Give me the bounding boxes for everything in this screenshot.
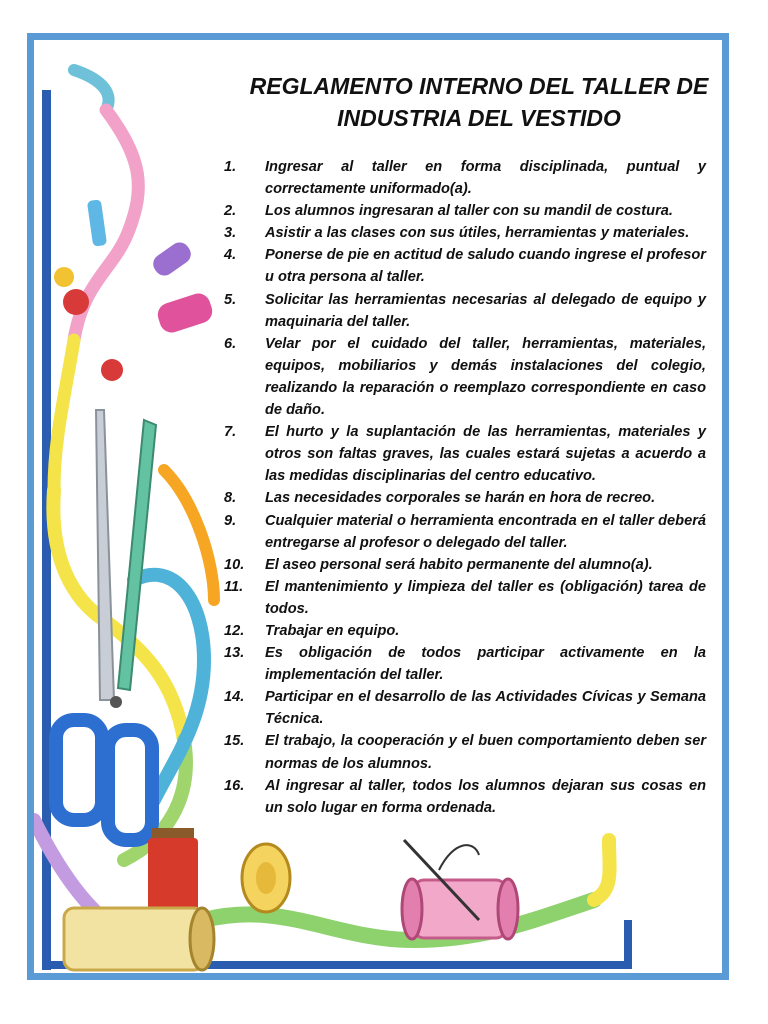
rule-item <box>224 576 706 620</box>
rule-number: 8. <box>224 490 237 507</box>
rule-number: 12. <box>224 622 245 639</box>
rule-text: Asistir a las clases con sus útiles, herramientas y materiales. <box>265 225 690 242</box>
rule-text: El hurto y la suplantación de las herramientas, materiales y otros son faltas graves, las cuales estará sujetas a acuerdo a las medidas disciplinarias del centro educativo. <box>265 424 706 485</box>
rule-item <box>224 487 706 509</box>
rule-text: Velar por el cuidado del taller, herramientas, materiales, equipos, mobiliarios y demás instalaciones del colegio, realizando la reparación o reemplazo correspondiente en caso de daño. <box>265 335 706 419</box>
yellow-spool-icon <box>64 908 214 970</box>
bottom-right-blue-post <box>624 920 632 969</box>
rule-item <box>224 200 706 222</box>
rule-text: Cualquier material o herramienta encontrada en el taller deberá entregarse al profesor o delegado del taller. <box>265 512 706 551</box>
rule-number: 11. <box>224 578 244 595</box>
rule-item <box>224 686 706 730</box>
rule-number: 3. <box>224 225 237 242</box>
rule-number: 10. <box>224 556 245 573</box>
page-frame <box>27 33 729 980</box>
bobbin-icon <box>242 844 290 912</box>
rule-number: 6. <box>224 335 237 352</box>
rule-text: Los alumnos ingresaran al taller con su mandil de costura. <box>265 203 673 220</box>
page-title <box>239 70 719 134</box>
rule-number: 4. <box>224 247 237 264</box>
title-line-1: REGLAMENTO INTERNO DEL TALLER DE <box>249 73 709 99</box>
rule-text: Las necesidades corporales se harán en hora de recreo. <box>265 490 656 507</box>
rule-item <box>224 642 706 686</box>
rule-item <box>224 730 706 774</box>
rule-text: Es obligación de todos participar activamente en la implementación del taller. <box>265 645 706 684</box>
title-line-2: INDUSTRIA DEL VESTIDO <box>337 105 621 131</box>
rule-number: 5. <box>224 291 237 308</box>
rule-item <box>224 244 706 288</box>
rule-text: Ingresar al taller en forma disciplinada, puntual y correctamente uniformado(a). <box>265 159 706 198</box>
scissors-icon <box>56 410 156 840</box>
rule-item <box>224 222 706 244</box>
rule-number: 7. <box>224 424 237 441</box>
rule-number: 2. <box>224 203 237 220</box>
rule-text: Participar en el desarrollo de las Actividades Cívicas y Semana Técnica. <box>265 689 706 728</box>
rule-text: Trabajar en equipo. <box>265 622 400 639</box>
rule-number: 1. <box>224 159 237 175</box>
rule-number: 9. <box>224 512 237 529</box>
rule-item <box>224 554 706 576</box>
rule-text: El mantenimiento y limpieza del taller es (obligación) tarea de todos. <box>265 578 706 617</box>
rule-item <box>224 421 706 487</box>
rule-text: El aseo personal será habito permanente del alumno(a). <box>265 556 653 573</box>
rule-text: Solicitar las herramientas necesarias al delegado de equipo y maquinaria del taller. <box>265 291 706 330</box>
rule-number: 14. <box>224 689 245 706</box>
rule-text: El trabajo, la cooperación y el buen comportamiento deben ser normas de los alumnos. <box>265 733 706 772</box>
rule-item <box>224 289 706 333</box>
rule-text: Ponerse de pie en actitud de saludo cuando ingrese el profesor u otra persona al taller. <box>265 247 706 286</box>
rule-text: Al ingresar al taller, todos los alumnos dejaran sus cosas en un solo lugar en forma ordenada. <box>265 777 706 816</box>
rule-item <box>224 333 706 421</box>
rule-item <box>224 620 706 642</box>
rule-number: 13. <box>224 645 245 662</box>
rule-item <box>224 156 706 200</box>
rule-number: 15. <box>224 733 245 750</box>
rule-number: 16. <box>224 777 245 794</box>
pink-spool-needle-icon <box>402 840 518 939</box>
rule-item <box>224 510 706 554</box>
rule-item <box>224 775 706 819</box>
rules-list <box>224 156 706 819</box>
